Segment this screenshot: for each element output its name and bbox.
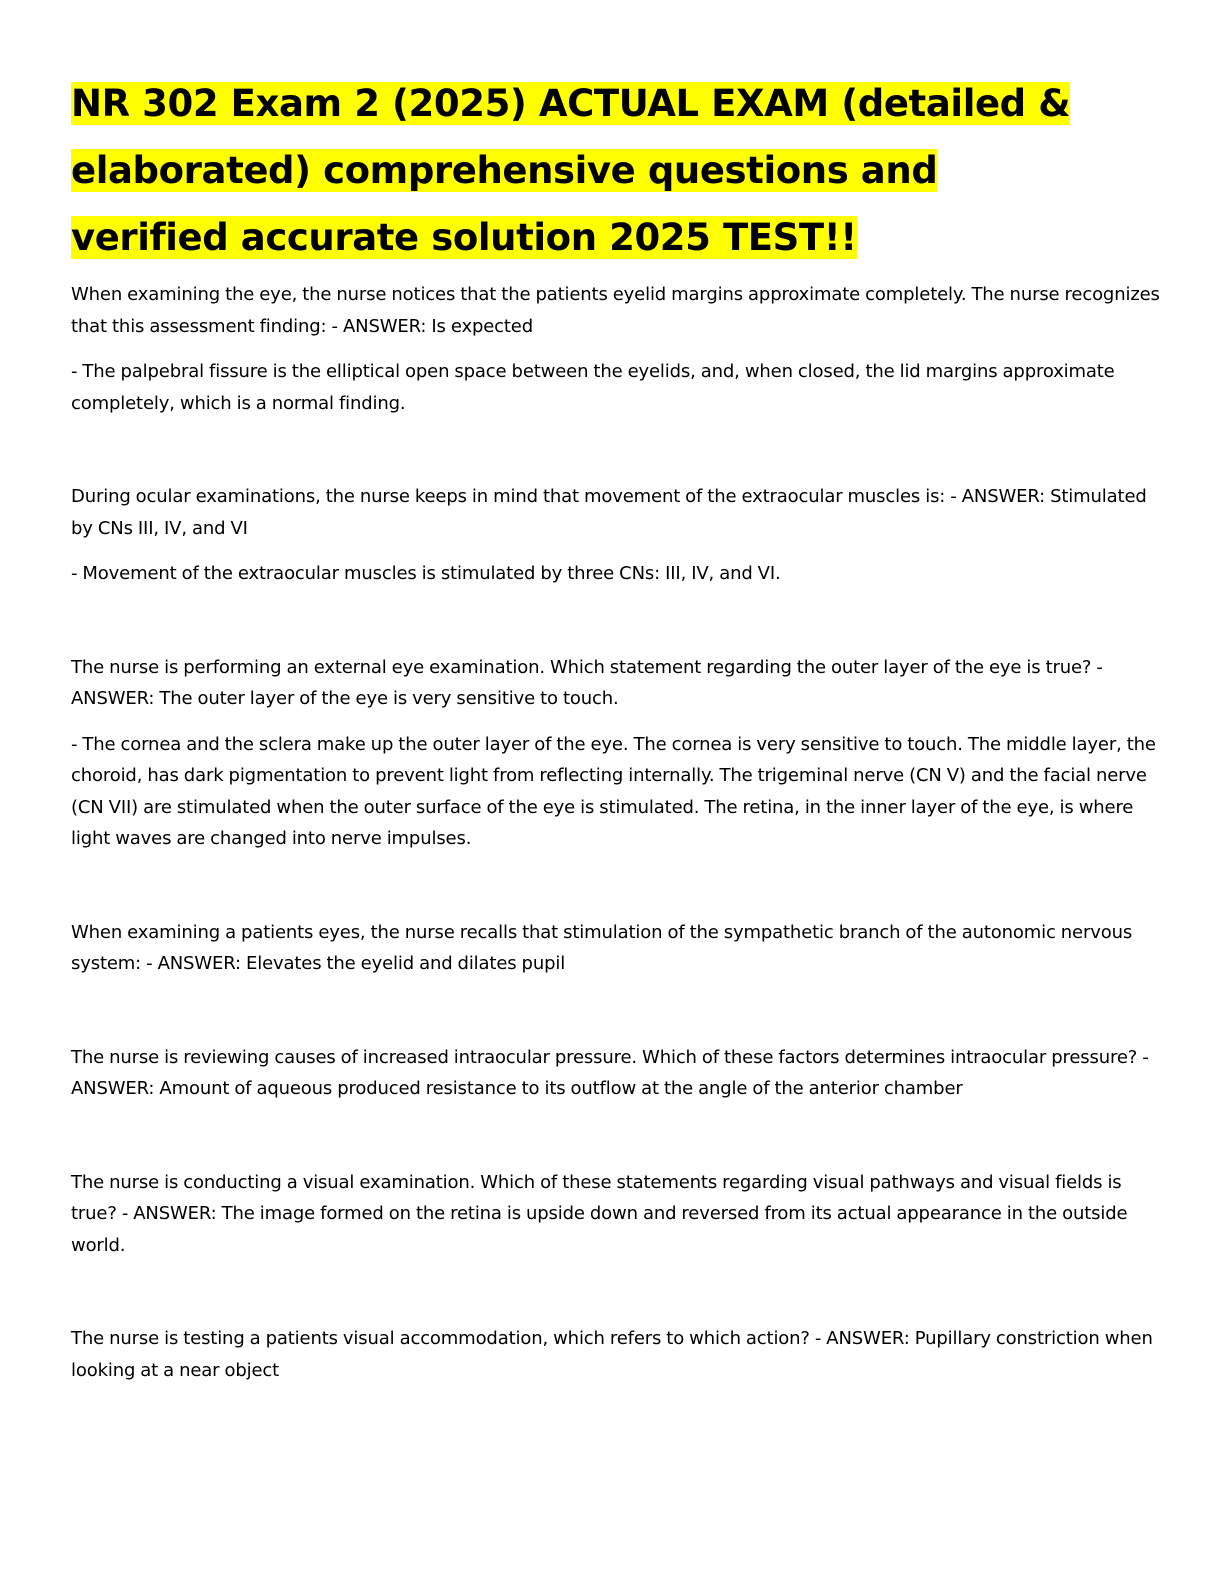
question-7: The nurse is testing a patients visual accommodation, which refers to which action? - ANSWER: Pupillary constriction when looking at a near object bbox=[71, 1328, 1153, 1381]
document-title bbox=[71, 70, 1161, 271]
rationale-3: - The cornea and the sclera make up the outer layer of the eye. The cornea is very sensitive to touch. The middle layer, the choroid, has dark pigmentation to prevent light from reflecting internally. The trigeminal nerve (CN V) and the facial nerve (CN VII) are stimulated when the outer surface of the eye is stimulated. The retina, in the inner layer of the eye, is where light waves are changed into nerve impulses. bbox=[71, 733, 1156, 849]
question-1: When examining the eye, the nurse notices that the patients eyelid margins approximate completely. The nurse recognizes that this assessment finding: - ANSWER: Is expected bbox=[71, 284, 1160, 337]
title-line-3: verified accurate solution 2025 TEST!! bbox=[71, 216, 857, 259]
question-5: The nurse is reviewing causes of increased intraocular pressure. Which of these factors determines intraocular pressure? - ANSWER: Amount of aqueous produced resistance to its outflow at the angle of the anterior chamber bbox=[71, 1046, 1149, 1099]
rationale-1: - The palpebral fissure is the elliptical open space between the eyelids, and, when closed, the lid margins approximate completely, which is a normal finding. bbox=[71, 361, 1115, 414]
rationale-2: - Movement of the extraocular muscles is stimulated by three CNs: III, IV, and VI. bbox=[71, 563, 781, 584]
document-page bbox=[71, 70, 1161, 1386]
title-line-2: elaborated) comprehensive questions and bbox=[71, 149, 938, 192]
question-3: The nurse is performing an external eye examination. Which statement regarding the outer layer of the eye is true? - ANSWER: The outer layer of the eye is very sensitive to touch. bbox=[71, 656, 1103, 709]
question-4: When examining a patients eyes, the nurse recalls that stimulation of the sympathetic branch of the autonomic nervous system: - ANSWER: Elevates the eyelid and dilates pupil bbox=[71, 921, 1133, 974]
question-6: The nurse is conducting a visual examination. Which of these statements regarding visual pathways and visual fields is true? - ANSWER: The image formed on the retina is upside down and reversed from its actual appearance in the outside world. bbox=[71, 1171, 1128, 1256]
question-2: During ocular examinations, the nurse keeps in mind that movement of the extraocular muscles is: - ANSWER: Stimulated by CNs III, IV, and VI bbox=[71, 486, 1147, 539]
title-line-1: NR 302 Exam 2 (2025) ACTUAL EXAM (detailed & bbox=[71, 82, 1071, 125]
